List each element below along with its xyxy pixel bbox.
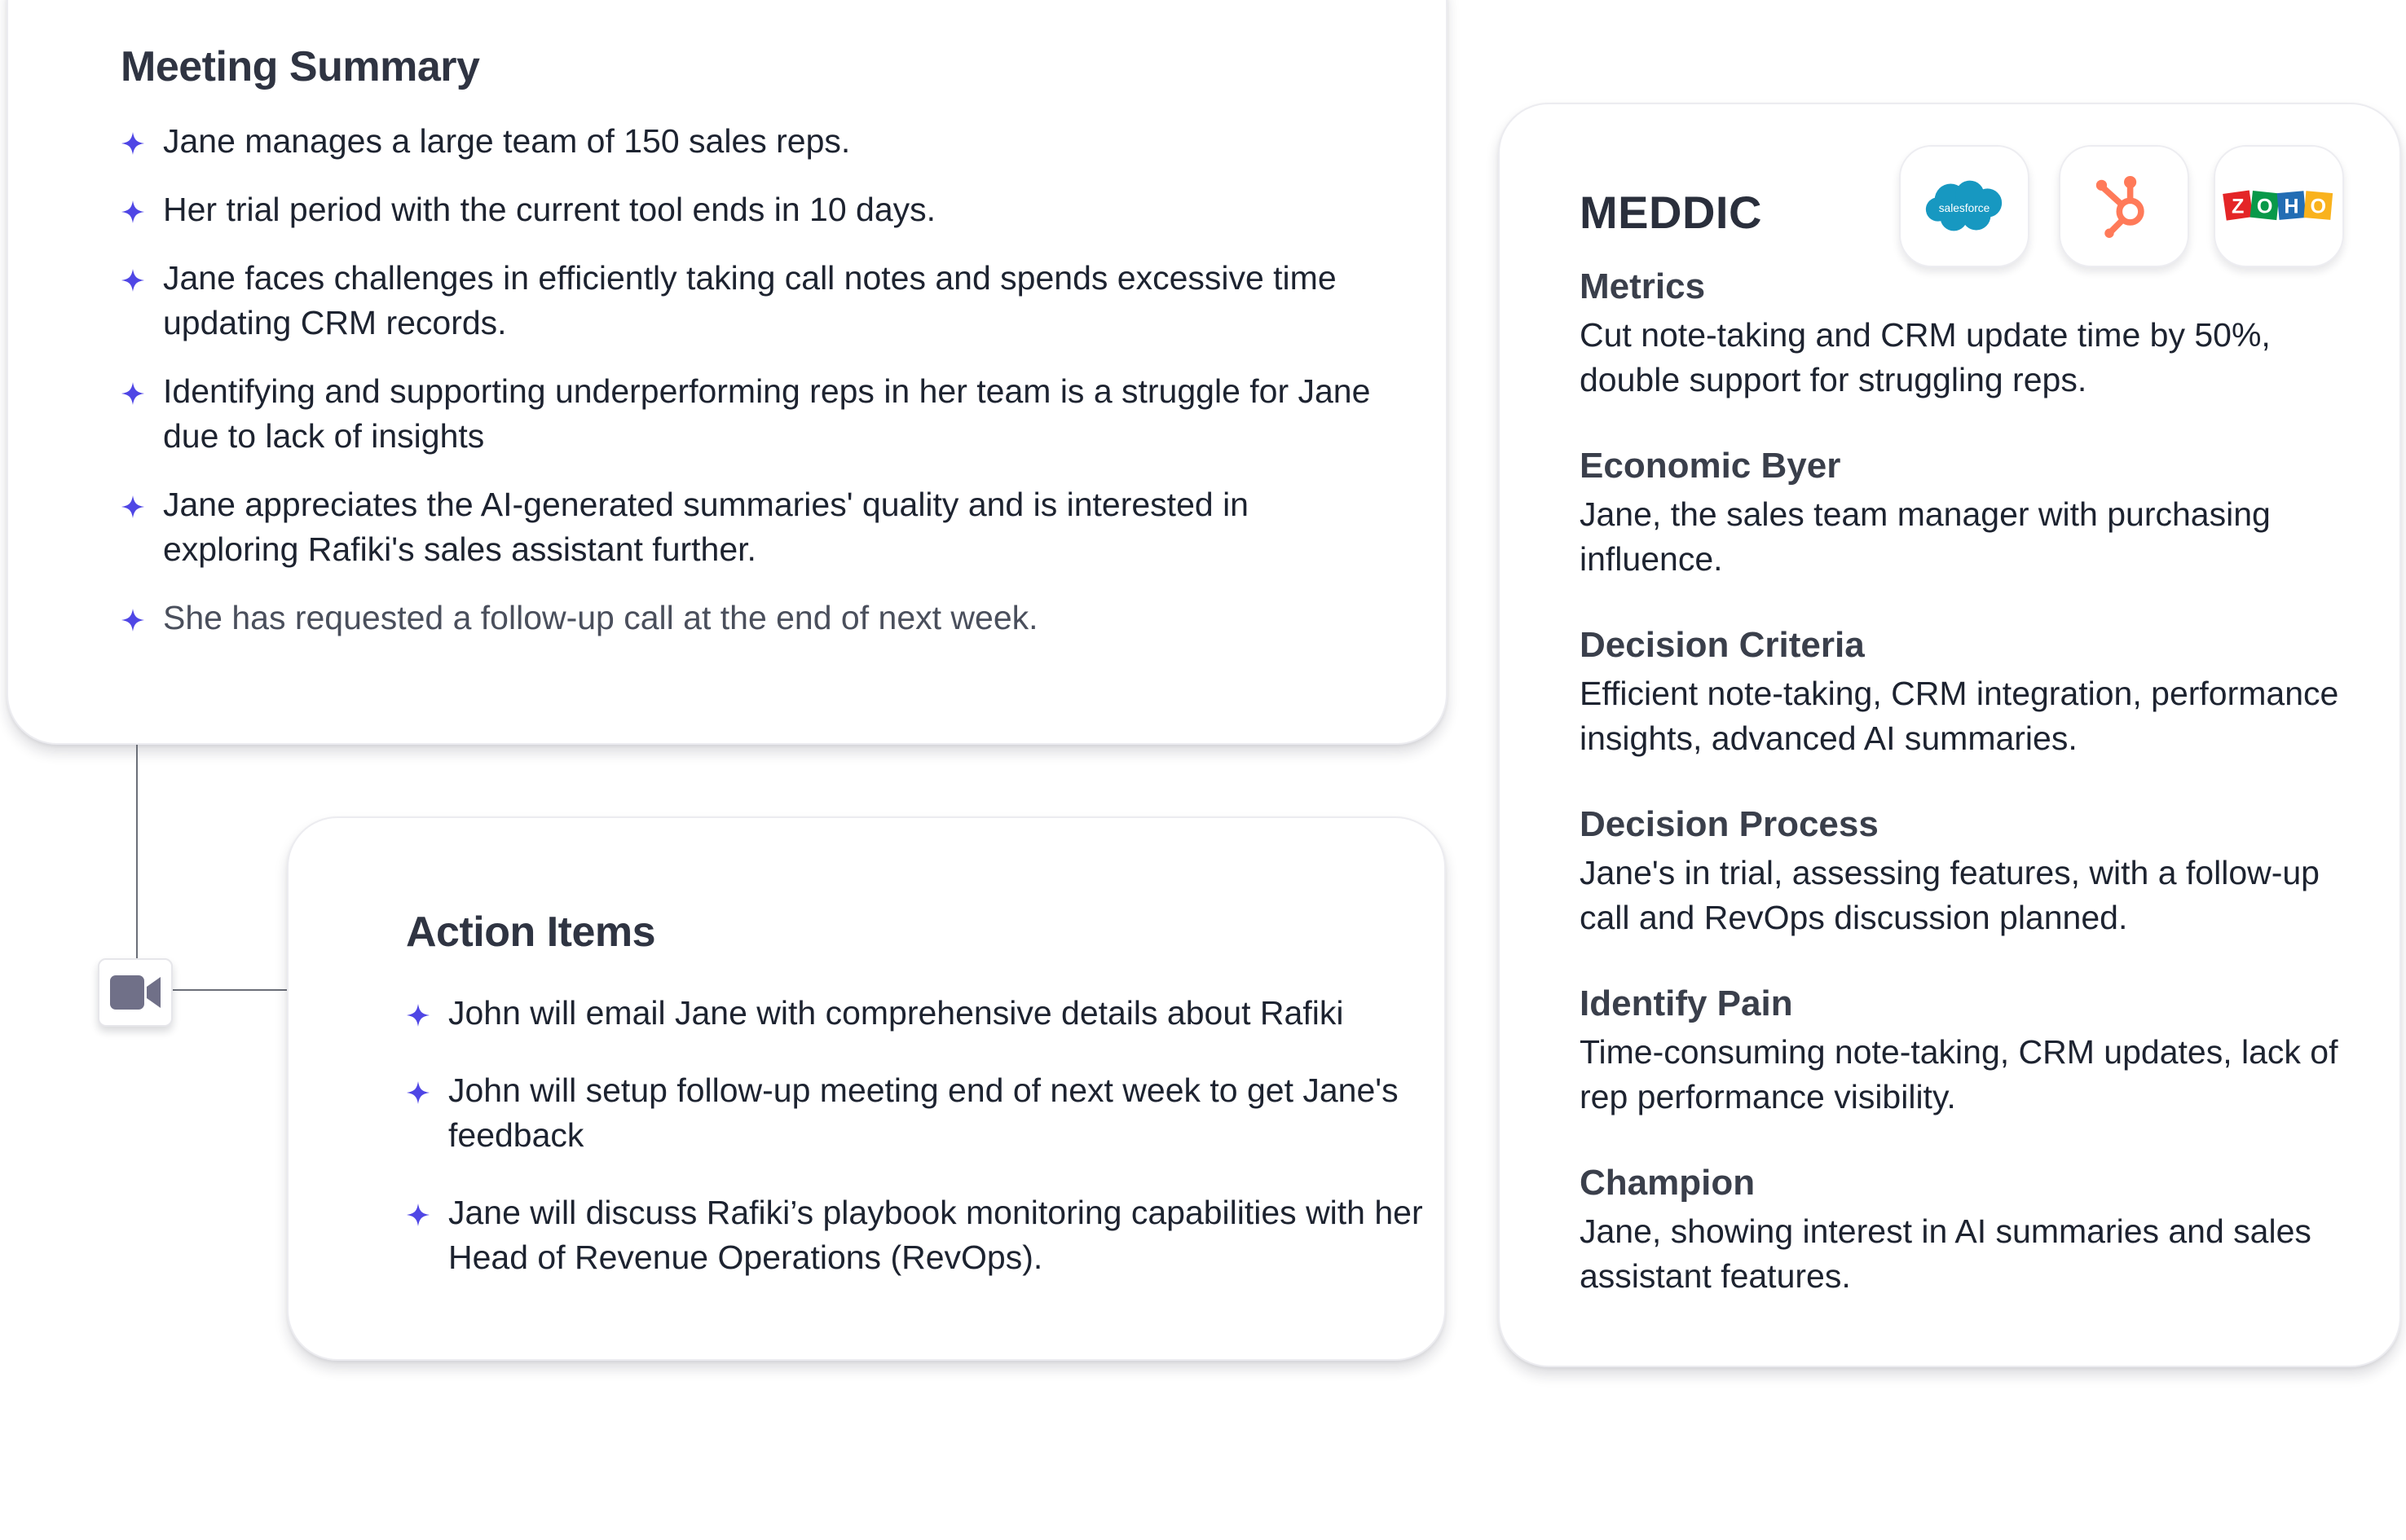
action-item-text: Jane will discuss Rafiki’s playbook monitoring capabilities with her Head of Revenue Operations (RevOps). [448,1194,1423,1276]
sparkle-icon [121,268,145,293]
meddic-section-decision-process [1580,802,2362,940]
sparkle-icon [121,495,145,519]
section-label: Decision Criteria [1580,625,1865,665]
section-value: Efficient note-taking, CRM integration, performance insights, advanced AI summaries. [1580,675,2339,757]
meddic-sections [1580,264,2362,1340]
meddic-section-decision-criteria [1580,623,2362,761]
zoho-integration-button[interactable] [2214,145,2344,267]
meddic-title: MEDDIC [1580,187,1762,238]
action-item-text: John will setup follow-up meeting end of next week to get Jane's feedback [448,1071,1399,1154]
action-item [406,1190,1433,1280]
summary-item-text: Jane appreciates the AI-generated summaries' quality and is interested in exploring Rafiki's sales assistant further. [163,486,1249,568]
section-label: Metrics [1580,266,1706,306]
zoho-logo-icon [2219,183,2338,230]
action-items-list [406,991,1433,1313]
meddic-card [1498,103,2401,1367]
summary-item-text: Jane faces challenges in efficiently taking call notes and spends excessive time updating CRM records. [163,259,1337,341]
section-label: Champion [1580,1163,1756,1203]
meeting-video-button[interactable] [98,958,173,1027]
sparkle-icon [121,608,145,632]
salesforce-logo-icon [1920,177,2008,235]
summary-item [121,187,1392,232]
section-value: Jane's in trial, assessing features, with a follow-up call and RevOps discussion planned. [1580,854,2320,936]
meddic-section-identify-pain [1580,981,2362,1120]
section-value: Jane, showing interest in AI summaries and sales assistant features. [1580,1212,2311,1295]
meeting-summary-card [7,0,1448,745]
svg-text:Z: Z [2232,195,2245,218]
svg-text:salesforce: salesforce [1938,201,1990,214]
svg-text:O: O [2310,195,2327,218]
summary-item-text: She has requested a follow-up call at the end of next week. [163,599,1038,636]
action-item [406,991,1433,1036]
summary-item [121,256,1392,345]
meeting-summary-title: Meeting Summary [121,43,480,90]
sparkle-icon [121,131,145,156]
svg-text:H: H [2284,195,2299,218]
section-label: Economic Byer [1580,446,1841,486]
section-value: Cut note-taking and CRM update time by 50%, double support for struggling reps. [1580,316,2271,398]
timeline-connector-vertical [136,745,138,958]
meeting-summary-list [121,119,1392,664]
action-item-text: John will email Jane with comprehensive details about Rafiki [448,994,1344,1032]
summary-item [121,482,1392,572]
salesforce-integration-button[interactable] [1899,145,2029,267]
summary-item [121,119,1392,164]
meddic-section-metrics [1580,264,2362,403]
section-value: Jane, the sales team manager with purchasing influence. [1580,495,2271,578]
hubspot-integration-button[interactable] [2059,145,2189,267]
sparkle-icon [406,1003,430,1027]
action-item [406,1068,1433,1158]
svg-text:O: O [2256,195,2273,218]
meddic-section-economic-buyer [1580,443,2362,582]
sparkle-icon [406,1203,430,1227]
summary-item [121,369,1392,459]
section-value: Time-consuming note-taking, CRM updates, lack of rep performance visibility. [1580,1033,2338,1115]
summary-item-text: Her trial period with the current tool ends in 10 days. [163,191,936,228]
timeline-connector-horizontal [171,989,289,991]
sparkle-icon [406,1080,430,1105]
hubspot-logo-icon [2093,171,2155,241]
sparkle-icon [121,381,145,406]
video-camera-icon [108,972,162,1013]
action-items-title: Action Items [406,909,656,956]
summary-item [121,596,1392,640]
section-label: Decision Process [1580,804,1879,844]
sparkle-icon [121,200,145,224]
meddic-section-champion [1580,1160,2362,1299]
summary-item-text: Jane manages a large team of 150 sales reps. [163,122,851,160]
section-label: Identify Pain [1580,983,1793,1023]
action-items-card [287,816,1446,1361]
summary-item-text: Identifying and supporting underperforming reps in her team is a struggle for Jane due to lack of insights [163,372,1371,455]
